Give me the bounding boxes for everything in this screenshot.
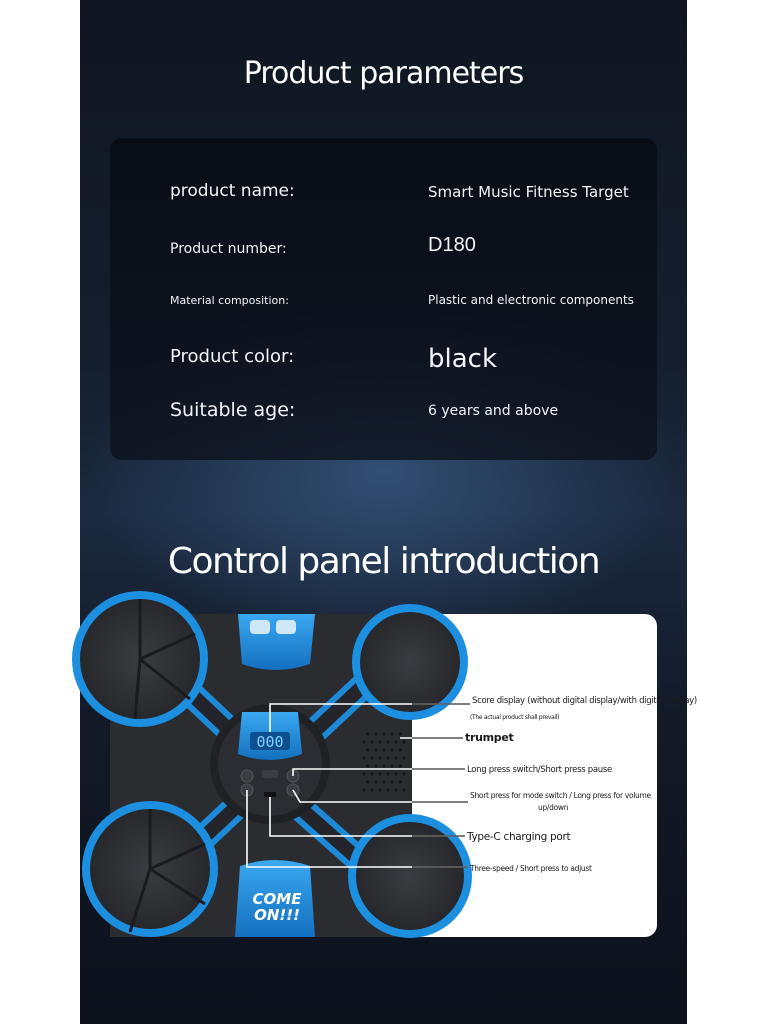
leader-switch-pause <box>293 769 465 776</box>
param-label: Product color: <box>170 346 295 367</box>
parameters-table <box>110 138 657 460</box>
callout-score-display: Score display (without digital display/with digital display) <box>472 696 697 706</box>
parameters-title: Product parameters <box>243 56 524 91</box>
control-panel-figure <box>110 614 697 937</box>
param-value: Smart Music Fitness Target <box>428 183 629 201</box>
callout-score-note: (The actual product shall prevail) <box>470 714 560 721</box>
param-value: 6 years and above <box>428 403 559 419</box>
callout-lines <box>110 614 657 937</box>
leader-mode-volume <box>293 790 468 802</box>
leader-charging <box>270 797 465 836</box>
callout-trumpet: trumpet <box>465 731 514 744</box>
badge-text-line2: ON!!! <box>254 906 300 924</box>
param-label: product name: <box>170 181 295 201</box>
param-value: Plastic and electronic components <box>428 293 634 307</box>
param-label: Product number: <box>170 241 287 257</box>
callout-three-speed: Three-speed / Short press to adjust <box>470 864 592 873</box>
product-poster <box>80 0 697 1024</box>
param-label: Material composition: <box>170 294 289 307</box>
control-panel-title: Control panel introduction <box>167 541 600 582</box>
callout-mode-volume-line2: up/down <box>538 803 569 812</box>
param-label: Suitable age: <box>170 399 296 421</box>
badge-text-line1: COME <box>252 890 302 908</box>
score-display-digits: 000 <box>256 733 284 751</box>
callout-mode-volume-line1: Short press for mode switch / Long press for volume <box>470 791 651 800</box>
callout-switch-pause: Long press switch/Short press pause <box>467 765 612 775</box>
param-value: D180 <box>428 234 476 256</box>
param-value: black <box>428 344 498 374</box>
callout-charging-port: Type-C charging port <box>467 831 571 843</box>
leader-score-display <box>270 704 470 732</box>
